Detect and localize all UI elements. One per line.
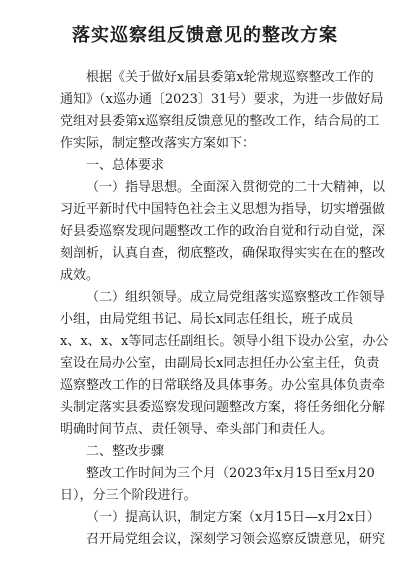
text-line: 二、整改步骤 — [86, 444, 165, 459]
text-line: 通知》（x巡办通〔2023〕31号）要求，为进一步做好局 — [60, 92, 384, 107]
text-line: 党组对县委第x巡察组反馈意见的整改工作，结合局的工 — [60, 114, 380, 129]
subheading-phase-one — [60, 507, 380, 529]
text-line: 明确时间节点、责任领导、牵头部门和责任人。 — [60, 422, 334, 437]
text-line: 头制定落实县委巡察发现问题整改方案，将任务细化分解 — [60, 400, 386, 415]
section-heading-general-requirements — [60, 155, 350, 177]
text-line: 小组，由局党组书记、局长x同志任组长，班子成员 — [60, 312, 354, 327]
text-line: 习近平新时代中国特色社会主义思想为指导，切实增强做 — [60, 202, 386, 217]
text-line: 根据《关于做好x届县委第x轮常规巡察整改工作的 — [86, 70, 374, 85]
text-line: 整改工作时间为三个月（2023年x月15日至x月20 — [86, 466, 375, 481]
paragraph-organization-leadership — [60, 287, 389, 441]
text-line: 一、总体要求 — [86, 158, 165, 173]
document-body — [60, 67, 389, 551]
paragraph-phase-one — [60, 529, 386, 551]
text-line: 日），分三个阶段进行。 — [60, 488, 197, 503]
text-line: 成效。 — [60, 268, 100, 283]
text-line: 刻剖析，认真自查，彻底整改，确保取得实实在在的整改 — [60, 246, 386, 261]
text-line: 巡察整改工作的日常联络及具体事务。办公室具体负责牵 — [60, 378, 386, 393]
text-line: （一）指导思想。全面深入贯彻党的二十大精神，以 — [86, 180, 386, 195]
text-line: 好县委巡察发现问题整改工作的政治自觉和行动自觉，深 — [60, 224, 386, 239]
paragraph-intro — [60, 67, 384, 155]
text-line: 作实际，制定整改落实方案如下： — [60, 136, 256, 151]
section-heading-rectification-steps — [60, 441, 350, 463]
text-line: （一）提高认识，制定方案（x月15日—x月2x日） — [86, 510, 380, 525]
text-line: x、x、x、x等同志任副组长。领导小组下设办公室，办公 — [60, 334, 389, 349]
text-line: （二）组织领导。成立局党组落实巡察整改工作领导 — [86, 290, 386, 305]
paragraph-guiding-ideology — [60, 177, 386, 287]
text-line: 召开局党组会议，深刻学习领会巡察反馈意见，研究 — [86, 532, 386, 547]
text-line: 室设在局办公室，由副局长x同志担任办公室主任，负责 — [60, 356, 380, 371]
paragraph-timeline — [60, 463, 375, 507]
document-title: 落实巡察组反馈意见的整改方案 — [72, 25, 338, 46]
